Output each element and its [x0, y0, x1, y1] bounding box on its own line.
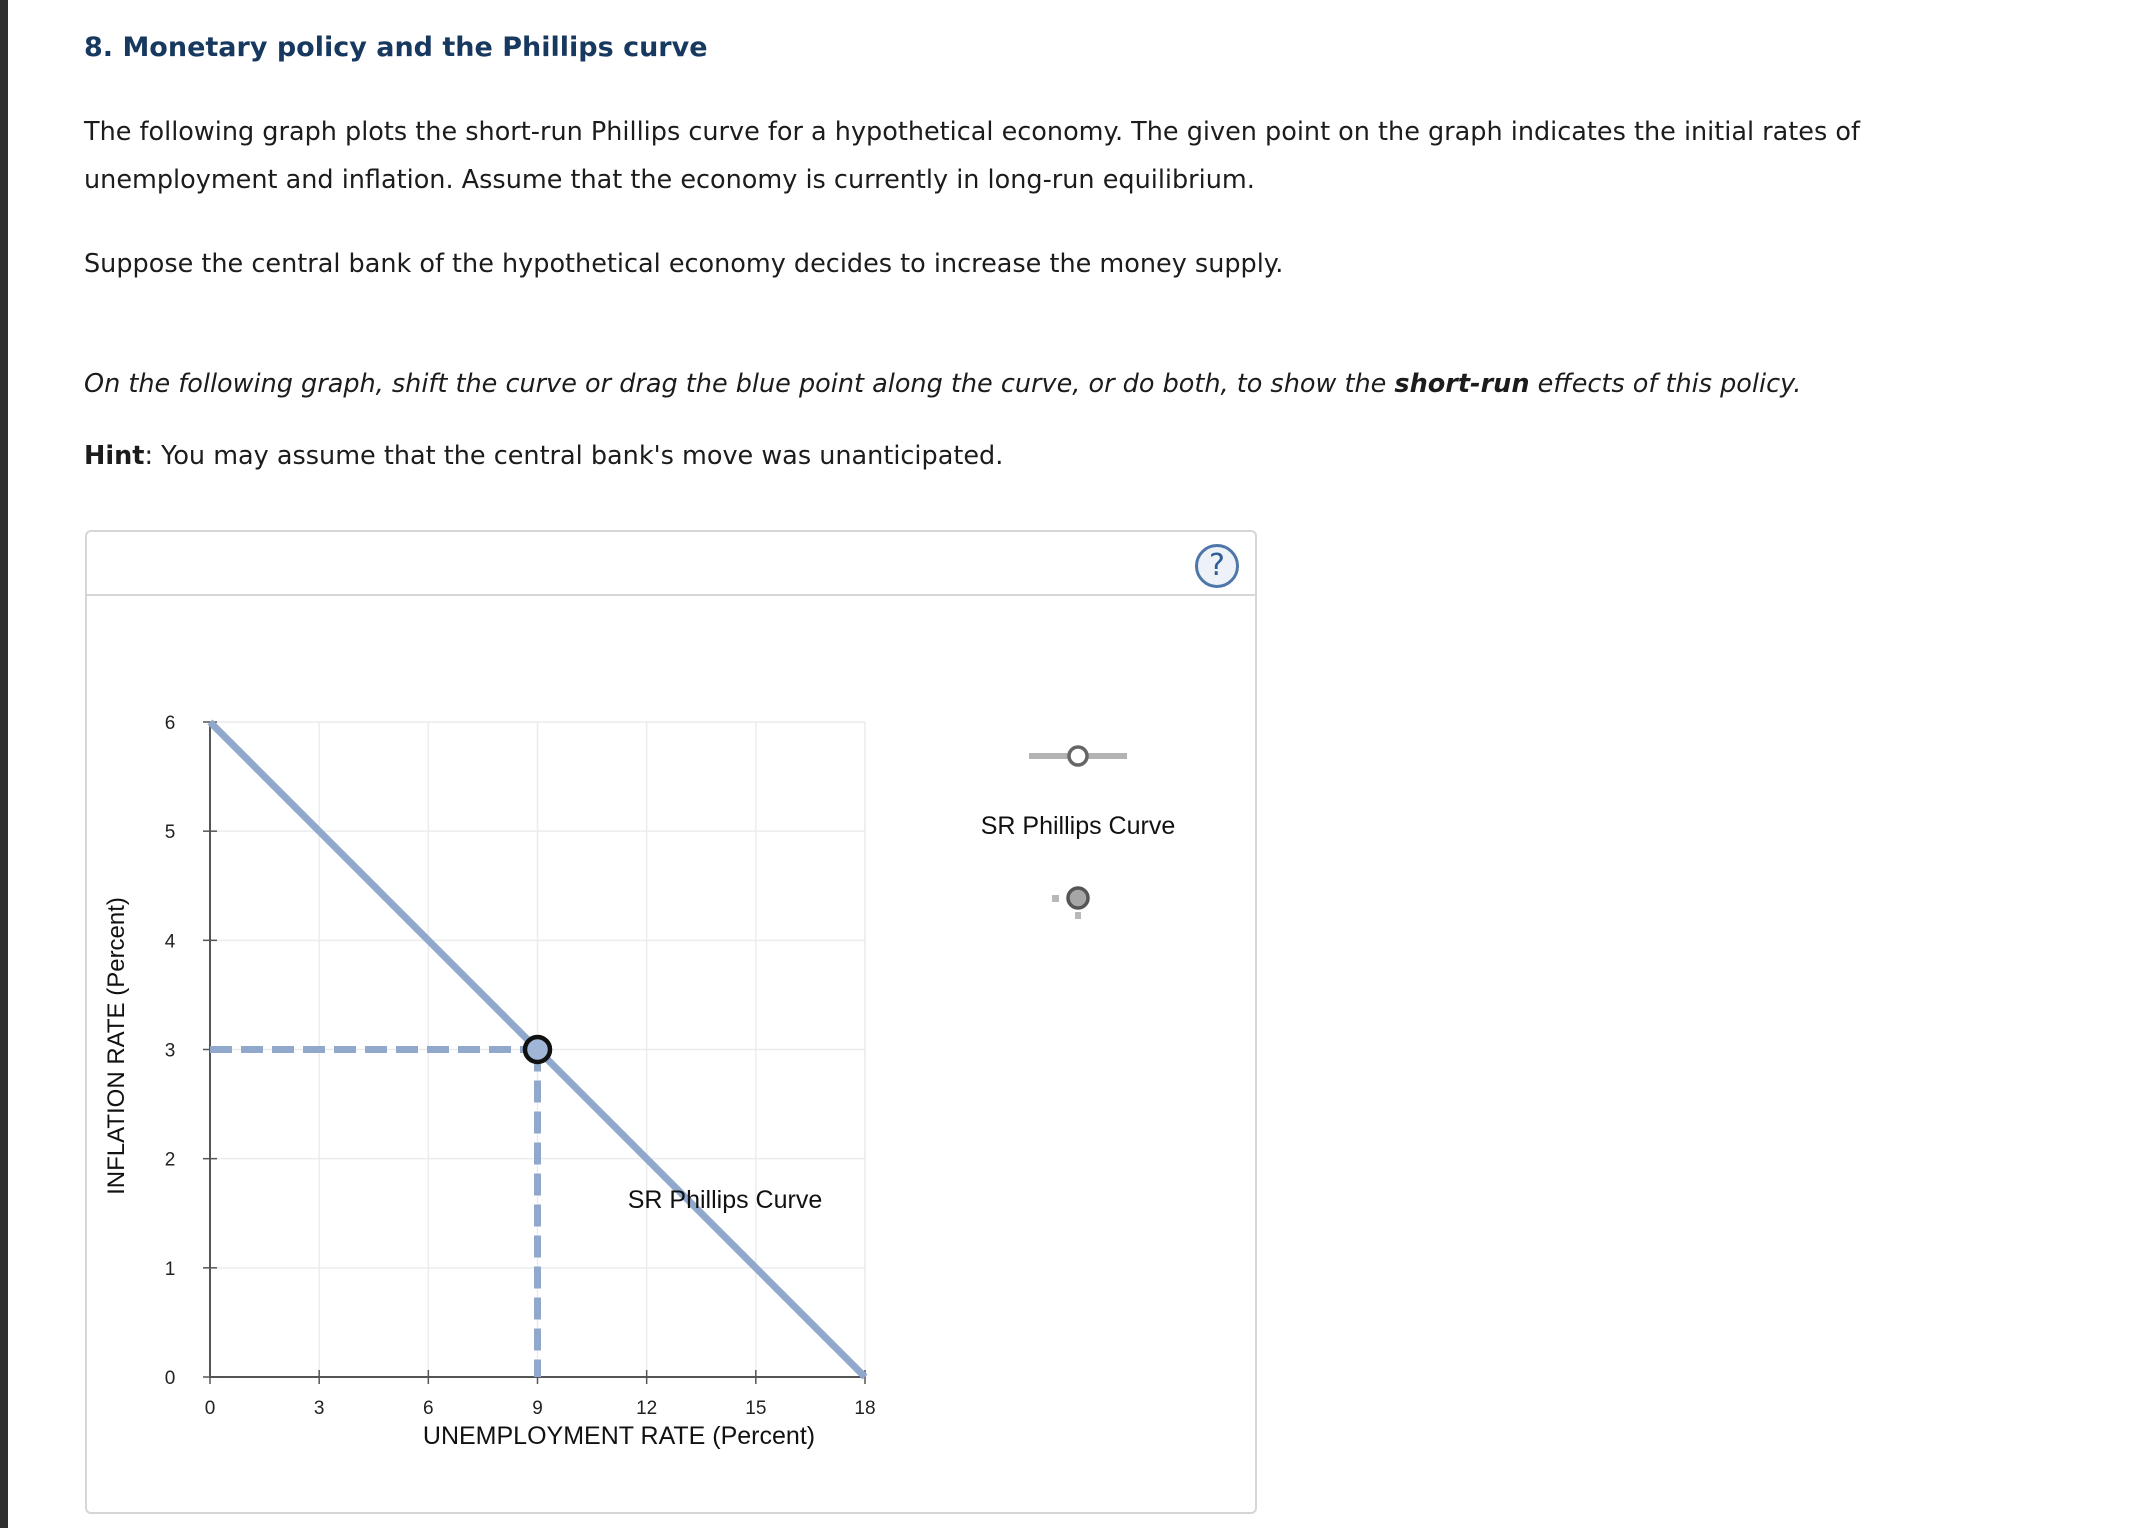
x-tick-label: 15	[745, 1398, 767, 1419]
left-edge-bar	[0, 0, 8, 1528]
instruction-text-end: effects of this policy.	[1529, 369, 1802, 399]
x-tick-labels	[205, 1398, 876, 1419]
x-axis-title: UNEMPLOYMENT RATE (Percent)	[422, 1422, 816, 1450]
curve-label: SR Phillips Curve	[627, 1186, 823, 1214]
point-tool-vguide-icon	[1075, 912, 1081, 919]
y-tick-label: 2	[164, 1149, 176, 1171]
instruction-paragraph	[84, 360, 1801, 408]
y-tick-label: 0	[164, 1368, 176, 1389]
palette-curve-label: SR Phillips Curve	[980, 812, 1176, 840]
point-tool-hguide-icon	[1052, 895, 1059, 902]
point-guides	[210, 1050, 538, 1378]
x-tick-label: 6	[423, 1398, 434, 1419]
graph-panel	[85, 530, 1257, 1514]
question-title: 8. Monetary policy and the Phillips curve	[84, 32, 708, 63]
y-tick-label: 5	[164, 822, 176, 844]
x-tick-label: 18	[854, 1398, 876, 1419]
curve-tool-handle-icon[interactable]	[1069, 747, 1087, 765]
x-tick-label: 9	[532, 1398, 543, 1419]
help-button[interactable]: ?	[1195, 544, 1239, 588]
intro-paragraph: The following graph plots the short-run Phillips curve for a hypothetical economy. The given point on the graph indicates the initial rates of unemployment and inflation. Assume that the economy is currently in long-run equilibrium.	[84, 117, 1860, 195]
y-tick-label: 6	[164, 713, 176, 734]
x-tick-label: 12	[636, 1398, 658, 1419]
graph-canvas[interactable]	[87, 532, 1255, 1512]
y-axis-title: INFLATION RATE (Percent)	[103, 897, 130, 1195]
x-tick-label: 3	[313, 1398, 325, 1419]
y-tick-label: 4	[164, 931, 176, 953]
equilibrium-point[interactable]	[525, 1037, 550, 1062]
y-tick-label: 3	[164, 1040, 176, 1062]
point-tool-icon[interactable]	[1068, 888, 1088, 908]
hint-label: Hint	[84, 441, 145, 471]
palette	[981, 747, 1176, 919]
scenario-paragraph: Suppose the central bank of the hypothetical economy decides to increase the money supply.	[84, 249, 1284, 279]
y-tick-labels	[165, 713, 176, 1389]
instruction-text-start: On the following graph, shift the curve or drag the blue point along the curve, or do both, to show the	[84, 369, 1395, 399]
chart-point-group[interactable]	[525, 1037, 550, 1062]
hint-text: : You may assume that the central bank's move was unanticipated.	[144, 441, 1004, 471]
x-tick-label: 0	[204, 1398, 216, 1419]
y-tick-label: 1	[164, 1258, 176, 1280]
hint-paragraph	[84, 432, 1003, 480]
instruction-emphasis: short-run	[1394, 369, 1530, 399]
